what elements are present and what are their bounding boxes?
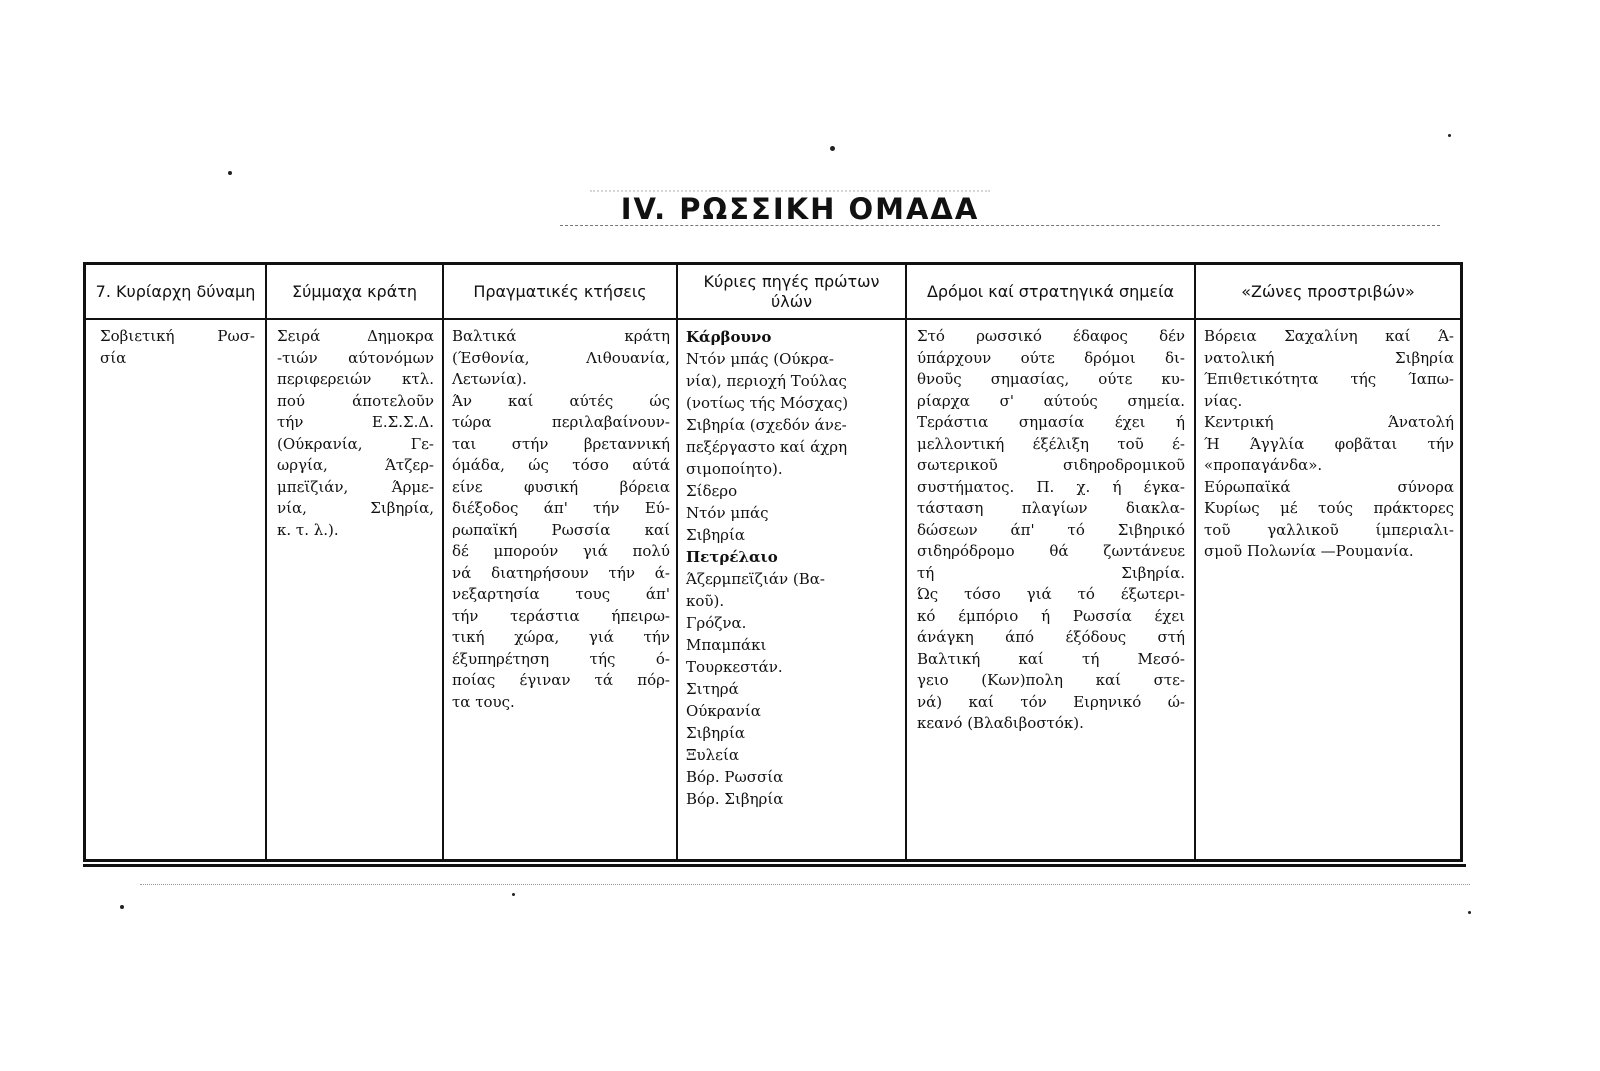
text-line: νά διατηρήσουν τήν ά- xyxy=(452,563,670,582)
raw-material-item: Ντόν μπάς xyxy=(686,504,769,522)
bottom-dotted-rule xyxy=(140,884,1470,885)
text-line: ύπάρχουν ούτε δρόμοι δι- xyxy=(917,348,1185,367)
column-divider xyxy=(676,262,678,862)
text-line: σμοῦ Πολωνία —Ρουμανία. xyxy=(1204,542,1414,560)
header-allied-states: Σύμμαχα κράτη xyxy=(291,282,418,301)
text-line: Βαλτικά κράτη xyxy=(452,327,670,345)
text-line: τή Σιβηρία. xyxy=(917,563,1185,582)
raw-material-item: Σίδερο xyxy=(686,482,738,500)
text-line: σωτερικοῦ σιδηροδρομικοῦ xyxy=(917,456,1185,474)
text-line: ρωπαϊκή Ρωσσία καί xyxy=(452,520,670,539)
text-line: ρίαρχα σ' αύτούς σημεία. xyxy=(917,391,1185,410)
text-line: Σοβιετική Ρωσ- xyxy=(100,327,255,345)
raw-material-item: Βόρ. Ρωσσία xyxy=(686,768,784,786)
raw-material-item: κοῦ). xyxy=(686,592,725,610)
raw-material-item: Ντόν μπάς (Ούκρα- xyxy=(686,350,834,368)
text-line: τική χώρα, γιά τήν xyxy=(452,628,670,646)
raw-material-item: Ξυλεία xyxy=(686,746,739,764)
text-line: πού άποτελοῦν xyxy=(277,391,434,410)
text-line: Λετωνία). xyxy=(452,370,527,388)
text-line: Σειρά Δημοκρα xyxy=(277,327,434,345)
text-line: νατολική Σιβηρία xyxy=(1204,348,1454,367)
raw-material-item: σιμοποίητο). xyxy=(686,460,783,478)
column-divider xyxy=(265,262,267,862)
text-line: ωργία, Άτζερ- xyxy=(277,456,434,474)
text-line: «προπαγάνδα». xyxy=(1204,456,1323,474)
bleed-through-mark xyxy=(590,168,990,192)
text-line: Ή Άγγλία φοβᾶται τήν xyxy=(1204,434,1454,453)
text-line: ποίας έγιναν τά πόρ- xyxy=(452,671,670,689)
text-line: γειο (Κων)πολη καί στε- xyxy=(917,671,1185,689)
text-line: τήν τεράστια ήπειρω- xyxy=(452,606,670,625)
text-line: Ώς τόσο γιά τό έξωτερι- xyxy=(917,585,1185,603)
raw-material-item: Σιβηρία xyxy=(686,724,745,742)
text-line: Τεράστια σημασία έχει ή xyxy=(917,413,1185,431)
text-line: περιφερειών κτλ. xyxy=(277,370,434,388)
text-line: κό έμπόριο ή Ρωσσία έχει xyxy=(917,606,1185,625)
cell-allied-states xyxy=(277,326,434,541)
text-line: νεξαρτησία τους άπ' xyxy=(452,585,670,603)
text-line: συστήματος. Π. χ. ή έγκα- xyxy=(917,477,1185,496)
text-line: -τιών αύτονόμων xyxy=(277,348,434,367)
page-title: IV. ΡΩΣΣΙΚΗ ΟΜΑΔΑ xyxy=(620,192,980,226)
raw-material-item: Σιτηρά xyxy=(686,680,739,698)
text-line: Στό ρωσσικό έδαφος δέν xyxy=(917,327,1185,345)
cell-raw-materials xyxy=(686,326,898,810)
raw-material-item: νία), περιοχή Τούλας xyxy=(686,372,847,390)
text-line: νία, Σιβηρία, xyxy=(277,499,434,517)
header-friction-zones: «Ζώνες προστριβών» xyxy=(1241,282,1415,301)
raw-material-item: Βόρ. Σιβηρία xyxy=(686,790,784,808)
bottom-rule xyxy=(83,864,1466,867)
text-line: Βαλτική καί τή Μεσό- xyxy=(917,649,1185,668)
raw-material-item: Σιβηρία (σχεδόν άνε- xyxy=(686,416,847,434)
header-raw-materials: Κύριες πηγές πρώτων ύλών xyxy=(703,272,880,311)
text-line: τώρα περιλαβαίνουν- xyxy=(452,413,670,431)
text-line: μπεϊζιάν, Άρμε- xyxy=(277,477,434,496)
text-line: άνάγκη άπό έξόδους στή xyxy=(917,628,1185,646)
text-line: σία xyxy=(100,348,127,367)
text-line: νά) καί τόν Ειρηνικό ώ- xyxy=(917,692,1185,711)
column-divider xyxy=(905,262,907,862)
header-dominant-power: 7. Κυρίαρχη δύναμη xyxy=(95,282,256,301)
text-line: τάσταση πλαγίων διακλα- xyxy=(917,499,1185,517)
raw-material-item: Ούκρανία xyxy=(686,702,761,720)
raw-material-item: Μπαμπάκι xyxy=(686,636,767,654)
text-line: Κυρίως μέ τούς πράκτορες xyxy=(1204,499,1454,517)
raw-material-item: (νοτίως τής Μόσχας) xyxy=(686,394,849,412)
text-line: κ. τ. λ.). xyxy=(277,520,339,539)
raw-material-item: Γρόζνα. xyxy=(686,614,747,632)
title-rule xyxy=(560,225,1440,226)
text-line: κεανό (Βλαδιβοστόκ). xyxy=(917,714,1084,732)
text-line: είνε φυσική βόρεια xyxy=(452,477,670,496)
text-line: ται στήν βρεταννική xyxy=(452,434,670,453)
text-line: Βόρεια Σαχαλίνη καί Ά- xyxy=(1204,327,1454,345)
raw-material-item: Πετρέλαιο xyxy=(686,548,778,566)
text-line: Άν καί αύτές ώς xyxy=(452,391,670,410)
cell-dominant-power xyxy=(100,326,255,369)
text-line: Εύρωπαϊκά σύνορα xyxy=(1204,477,1454,496)
cell-friction-zones xyxy=(1204,326,1454,563)
text-line: τήν Ε.Σ.Σ.Δ. xyxy=(277,413,434,431)
text-line: τα τους. xyxy=(452,692,515,711)
column-divider xyxy=(1194,262,1196,862)
raw-material-item: Σιβηρία xyxy=(686,526,745,544)
text-line: νίας. xyxy=(1204,391,1243,410)
raw-material-item: Άζερμπεϊζιάν (Βα- xyxy=(686,570,825,588)
text-line: (Έσθονία, Λιθουανία, xyxy=(452,348,670,367)
text-line: δώσεων άπ' τό Σιβηρικό xyxy=(917,520,1185,539)
raw-material-item: Τουρκεστάν. xyxy=(686,658,783,676)
text-line: σιδηρόδρομο θά ζωντάνευε xyxy=(917,542,1185,560)
text-line: διέξοδος άπ' τήν Εύ- xyxy=(452,499,670,517)
text-line: έξυπηρέτηση τής ό- xyxy=(452,649,670,668)
text-line: (Ούκρανία, Γε- xyxy=(277,434,434,453)
raw-material-item: πεξέργαστο καί άχρη xyxy=(686,438,848,456)
text-line: θνοῦς σημασίας, ούτε κυ- xyxy=(917,370,1185,388)
cell-routes-strategic-points xyxy=(917,326,1185,735)
text-line: μελλοντική έξέλιξη τοῦ έ- xyxy=(917,434,1185,453)
text-line: δέ μπορούν γιά πολύ xyxy=(452,542,670,560)
header-divider xyxy=(83,318,1463,320)
text-line: Κεντρική Άνατολή xyxy=(1204,413,1454,431)
header-routes-strategic-points: Δρόμοι καί στρατηγικά σημεία xyxy=(926,282,1175,301)
text-line: Έπιθετικότητα τής Ίαπω- xyxy=(1204,370,1454,388)
header-actual-possessions: Πραγματικές κτήσεις xyxy=(473,282,647,301)
cell-actual-possessions xyxy=(452,326,670,713)
raw-material-item: Κάρβουνο xyxy=(686,328,772,346)
text-line: τοῦ γαλλικοῦ ίμπεριαλι- xyxy=(1204,520,1454,539)
text-line: όμάδα, ώς τόσο αύτά xyxy=(452,456,670,474)
column-divider xyxy=(442,262,444,862)
